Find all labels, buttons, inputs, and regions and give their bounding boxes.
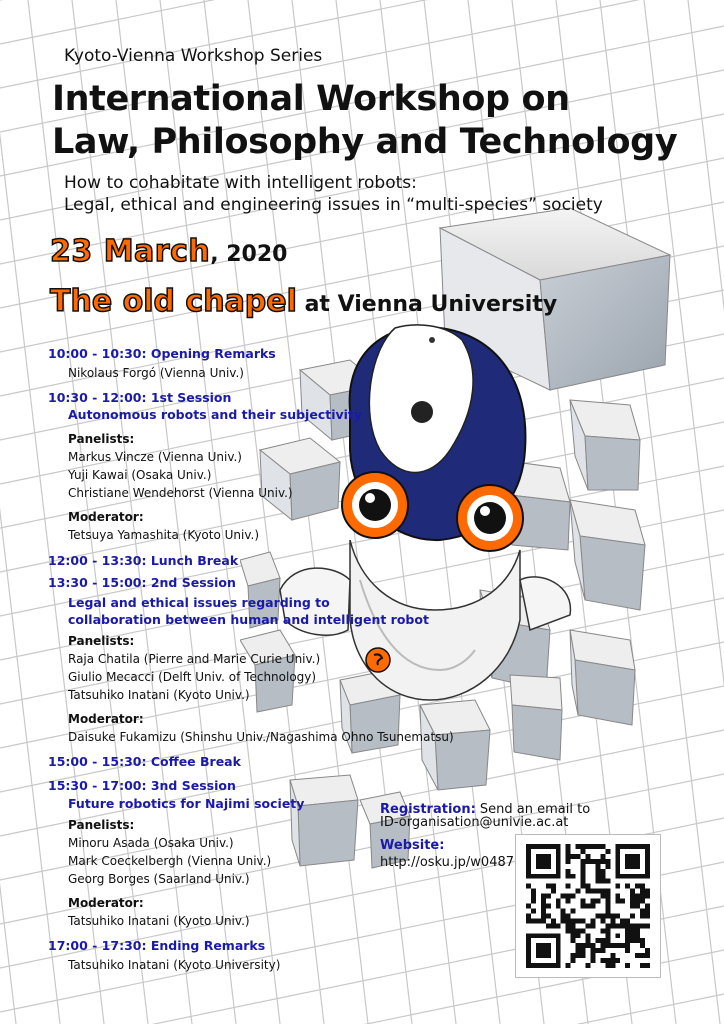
- event-venue: [50, 284, 557, 319]
- qr-code-icon[interactable]: [526, 844, 650, 968]
- session2-topic-line-1: Legal and ethical issues regarding to: [68, 595, 330, 610]
- title-line-2: Law, Philosophy and Technology: [52, 122, 678, 162]
- session2-time: 13:30 - 15:00: 2nd Session: [48, 575, 236, 590]
- workshop-subtitle: [64, 172, 603, 216]
- session1-moderator-label: Moderator:: [68, 510, 144, 524]
- coffee-break: 15:00 - 15:30: Coffee Break: [48, 754, 241, 769]
- opening-speaker: Nikolaus Forgó (Vienna Univ.): [68, 366, 244, 380]
- session1-time: 10:30 - 12:00: 1st Session: [48, 390, 232, 405]
- session2-moderator: Daisuke Fukamizu (Shinshu Univ./Nagashima Ohno Tsunematsu): [68, 730, 454, 744]
- session3-moderator: Tatsuhiko Inatani (Kyoto Univ.): [68, 914, 250, 928]
- session2-topic-line-2: collaboration between human and intelligent robot: [68, 612, 429, 627]
- session3-panelists-label: Panelists:: [68, 818, 135, 832]
- date-year: , 2020: [210, 242, 288, 267]
- session3-time: 15:30 - 17:00: 3nd Session: [48, 778, 236, 793]
- event-date: [50, 234, 287, 269]
- title-line-1: International Workshop on: [52, 79, 570, 119]
- session1-topic: Autonomous robots and their subjectivity: [68, 407, 363, 422]
- ending-speaker: Tatsuhiko Inatani (Kyoto University): [68, 958, 281, 972]
- session3-topic: Future robotics for Najimi society: [68, 796, 305, 811]
- registration-label: Registration:: [380, 802, 476, 817]
- series-name: Kyoto-Vienna Workshop Series: [64, 46, 323, 66]
- subtitle-line-2: Legal, ethical and engineering issues in “multi-species” society: [64, 195, 603, 215]
- session1-panelists-label: Panelists:: [68, 432, 135, 446]
- session3-panelist: Georg Borges (Saarland Univ.): [68, 872, 250, 886]
- date-day-month: 23 March: [50, 234, 211, 269]
- session1-panelist: Christiane Wendehorst (Vienna Univ.): [68, 486, 293, 500]
- qr-code-frame: [515, 834, 661, 978]
- venue-name: The old chapel: [50, 284, 297, 319]
- session3-panelist: Minoru Asada (Osaka Univ.): [68, 836, 234, 850]
- website-link[interactable]: http://osku.jp/w0487: [380, 855, 515, 870]
- ending-time: 17:00 - 17:30: Ending Remarks: [48, 938, 266, 953]
- session1-panelist: Markus Vincze (Vienna Univ.): [68, 450, 242, 464]
- session1-panelist: Yuji Kawai (Osaka Univ.): [68, 468, 212, 482]
- session1-moderator: Tetsuya Yamashita (Kyoto Univ.): [68, 528, 260, 542]
- session3-panelist: Mark Coeckelbergh (Vienna Univ.): [68, 854, 272, 868]
- subtitle-line-1: How to cohabitate with intelligent robots:: [64, 173, 417, 193]
- venue-location: at Vienna University: [296, 292, 558, 317]
- session2-panelist: Raja Chatila (Pierre and Marie Curie Univ.): [68, 652, 321, 666]
- lunch-break: 12:00 - 13:30: Lunch Break: [48, 553, 239, 568]
- website-label: Website:: [380, 838, 445, 853]
- session2-panelist: Tatsuhiko Inatani (Kyoto Univ.): [68, 688, 250, 702]
- session2-panelists-label: Panelists:: [68, 634, 135, 648]
- workshop-title: [52, 78, 677, 164]
- registration-text: Send an email to: [475, 802, 591, 817]
- registration-email[interactable]: ID-organisation@univie.ac.at: [380, 815, 569, 830]
- session2-panelist: Giulio Mecacci (Delft Univ. of Technology): [68, 670, 317, 684]
- session2-moderator-label: Moderator:: [68, 712, 144, 726]
- session3-moderator-label: Moderator:: [68, 896, 144, 910]
- opening-time: 10:00 - 10:30: Opening Remarks: [48, 346, 276, 361]
